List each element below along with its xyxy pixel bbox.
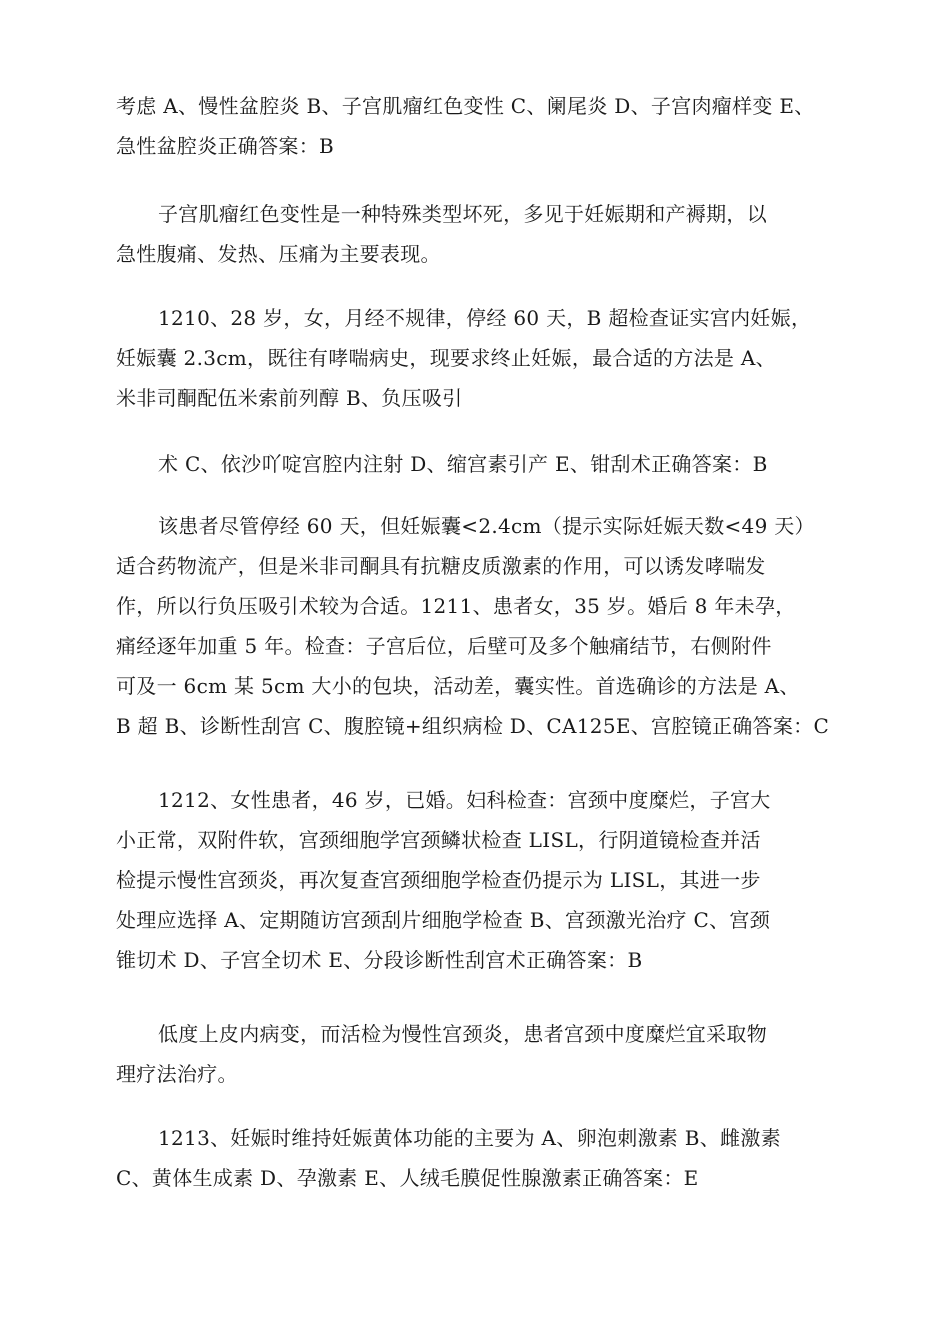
text-line: 1212、女性患者，46 岁，已婚。妇科检查：宫颈中度糜烂，子宫大 xyxy=(158,788,771,812)
text-line: 理疗法治疗。 xyxy=(116,1062,238,1086)
text-line: 米非司酮配伍米索前列醇 B、负压吸引 xyxy=(116,386,463,410)
text-line: 急性腹痛、发热、压痛为主要表现。 xyxy=(116,242,441,266)
text-line: 1213、妊娠时维持妊娠黄体功能的主要为 A、卵泡刺激素 B、雌激素 xyxy=(158,1126,781,1150)
paragraph-explanation-red-degeneration xyxy=(116,194,856,274)
text-line: C、黄体生成素 D、孕激素 E、人绒毛膜促性腺激素正确答案：E xyxy=(116,1166,699,1190)
text-line: 处理应选择 A、定期随访宫颈刮片细胞学检查 B、宫颈激光治疗 C、宫颈 xyxy=(116,908,771,932)
paragraph-question-answer-b xyxy=(116,86,856,166)
text-line: 术 C、依沙吖啶宫腔内注射 D、缩宫素引产 E、钳刮术正确答案：B xyxy=(158,452,768,476)
text-line: 检提示慢性宫颈炎，再次复查宫颈细胞学检查仍提示为 LISL，其进一步 xyxy=(116,868,761,892)
text-line: 妊娠囊 2.3cm，既往有哮喘病史，现要求终止妊娠，最合适的方法是 A、 xyxy=(116,346,776,370)
text-line: 子宫肌瘤红色变性是一种特殊类型坏死，多见于妊娠期和产褥期，以 xyxy=(158,202,767,226)
paragraph-question-1210-options xyxy=(116,444,856,484)
text-line: 1210、28 岁，女，月经不规律，停经 60 天，B 超检查证实宫内妊娠， xyxy=(158,306,812,330)
text-line: 可及一 6cm 某 5cm 大小的包块，活动差，囊实性。首选确诊的方法是 A、 xyxy=(116,674,800,698)
text-line: 适合药物流产，但是米非司酮具有抗糖皮质激素的作用，可以诱发哮喘发 xyxy=(116,554,766,578)
text-line: 作，所以行负压吸引术较为合适。1211、患者女，35 岁。婚后 8 年未孕， xyxy=(116,594,796,618)
text-line: 该患者尽管停经 60 天，但妊娠囊<2.4cm（提示实际妊娠天数<49 天） xyxy=(158,514,815,538)
text-line: 痛经逐年加重 5 年。检查：子宫后位，后壁可及多个触痛结节，右侧附件 xyxy=(116,634,772,658)
text-line: 急性盆腔炎正确答案：B xyxy=(116,134,334,158)
text-line: B 超 B、诊断性刮宫 C、腹腔镜+组织病检 D、CA125E、宫腔镜正确答案：C xyxy=(116,714,830,738)
text-line: 小正常，双附件软，宫颈细胞学宫颈鳞状检查 LISL，行阴道镜检查并活 xyxy=(116,828,761,852)
paragraph-explanation-1212 xyxy=(116,1014,856,1094)
text-line: 考虑 A、慢性盆腔炎 B、子宫肌瘤红色变性 C、阑尾炎 D、子宫肉瘤样变 E、 xyxy=(116,94,815,118)
paragraph-question-1210 xyxy=(116,298,856,418)
text-line: 低度上皮内病变，而活检为慢性宫颈炎，患者宫颈中度糜烂宜采取物 xyxy=(158,1022,767,1046)
paragraph-question-1213 xyxy=(116,1118,856,1198)
text-line: 锥切术 D、子宫全切术 E、分段诊断性刮宫术正确答案：B xyxy=(116,948,643,972)
paragraph-explanation-1210-question-1211 xyxy=(116,506,856,746)
paragraph-question-1212 xyxy=(116,780,856,980)
